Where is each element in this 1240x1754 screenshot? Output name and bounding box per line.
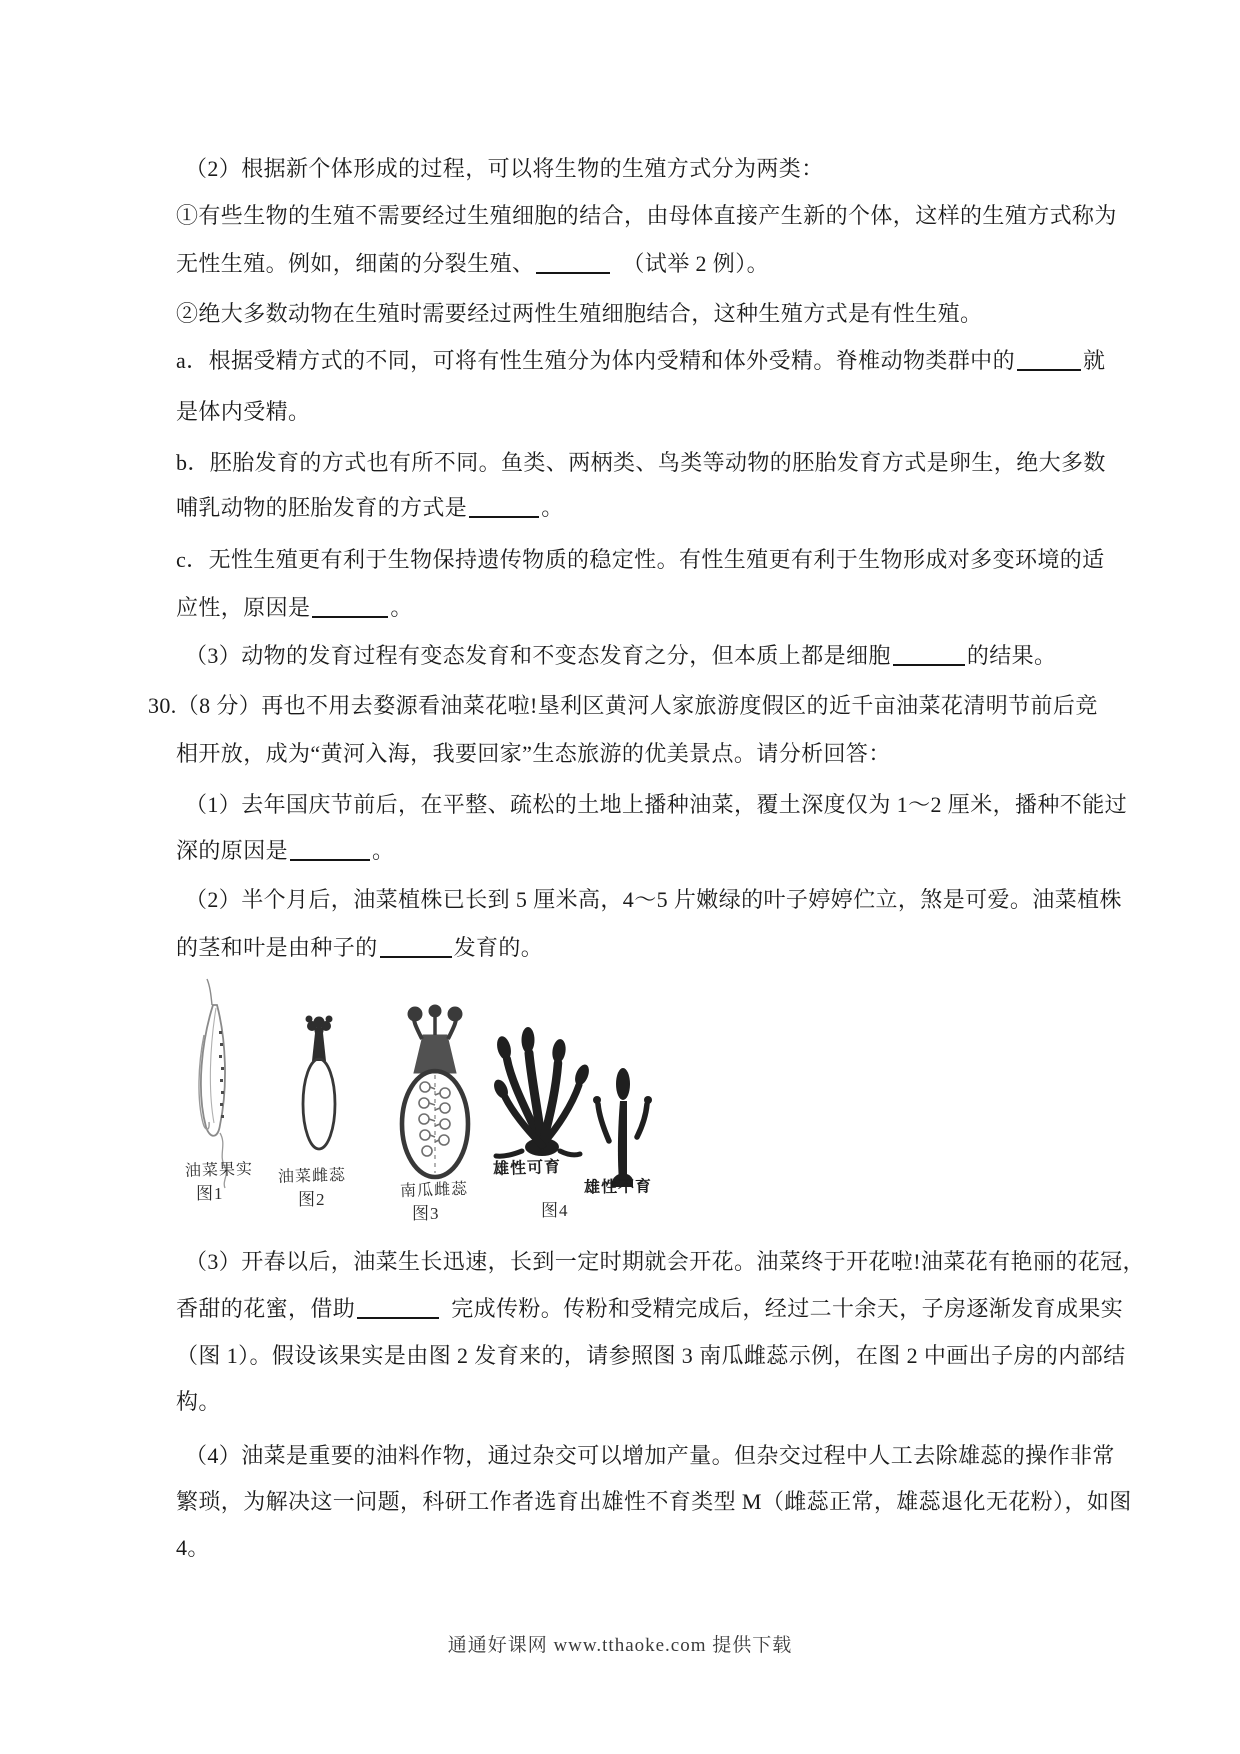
q29-item2: ②绝大多数动物在生殖时需要经过两性生殖细胞结合，这种生殖方式是有性生殖。	[176, 301, 983, 326]
q29-c-line1: c．无性生殖更有利于生物保持遗传物质的稳定性。有性生殖更有利于生物形成对多变环境的适	[176, 547, 1105, 572]
q30-part2-line1: （2）半个月后，油菜植株已长到 5 厘米高，4～5 片嫩绿的叶子婷婷伫立，煞是可爱。油菜植株	[185, 887, 1122, 912]
q30-part4-line2: 繁琐，为解决这一问题，科研工作者选育出雄性不育类型 M（雌蕊正常，雄蕊退化无花粉），如图	[176, 1489, 1132, 1514]
answer-blank	[357, 1297, 439, 1319]
male-fertile-flower-drawing	[491, 1027, 591, 1156]
q30-part1-line2: 深的原因是 。	[176, 838, 395, 863]
q30-part3-line2: 香甜的花蜜，借助 完成传粉。传粉和受精完成后，经过二十余天，子房逐渐发育成果实	[176, 1296, 1124, 1321]
answer-blank	[1017, 349, 1081, 371]
fig2-caption: 图2	[298, 1190, 326, 1209]
pumpkin-pistil-drawing	[402, 1005, 468, 1177]
answer-blank	[290, 839, 370, 861]
q29-part2-intro: （2）根据新个体形成的过程，可以将生物的生殖方式分为两类：	[185, 156, 824, 181]
fig4-right-label: 雄性不育	[583, 1178, 653, 1197]
site-footer	[0, 1630, 1240, 1657]
answer-blank	[312, 596, 388, 618]
fig3-label: 南瓜雌蕊	[399, 1180, 469, 1201]
q30-stem-line2: 相开放，成为“黄河入海，我要回家”生态旅游的优美景点。请分析回答：	[176, 741, 891, 766]
answer-blank	[893, 644, 965, 666]
footer-text: 通通好课网 www.tthaoke.com 提供下载	[447, 1635, 793, 1656]
q30-part3-line1: （3）开春以后，油菜生长迅速，长到一定时期就会开花。油菜终于开花啦!油菜花有艳丽的花冠，	[185, 1249, 1145, 1274]
q30-part1-line1: （1）去年国庆节前后，在平整、疏松的土地上播种油菜，覆土深度仅为 1～2 厘米，播种不能过	[185, 792, 1128, 817]
q30-part4-line1: （4）油菜是重要的油料作物，通过杂交可以增加产量。但杂交过程中人工去除雄蕊的操作非常	[185, 1443, 1115, 1468]
q29-c-line2: 应性，原因是 。	[176, 595, 413, 620]
q29-b-line1: b．胚胎发育的方式也有所不同。鱼类、两柄类、鸟类等动物的胚胎发育方式是卵生，绝大多数	[176, 450, 1106, 475]
fig1-label: 油菜果实	[184, 1161, 254, 1180]
figure-rapeseed-diagrams	[160, 975, 700, 1240]
fig3-caption: 图3	[412, 1204, 440, 1223]
q29-item1-line1: ①有些生物的生殖不需要经过生殖细胞的结合，由母体直接产生新的个体，这样的生殖方式称为	[176, 203, 1117, 228]
fig4-caption: 图4	[541, 1201, 569, 1220]
q30-part3-line3: （图 1）。假设该果实是由图 2 发育来的，请参照图 3 南瓜雌蕊示例，在图 2 中画出子房的内部结	[176, 1343, 1126, 1368]
q30-part4-line3: 4。	[176, 1535, 210, 1560]
q29-a-line1: a．根据受精方式的不同，可将有性生殖分为体内受精和体外受精。脊椎动物类群中的 就	[176, 348, 1106, 373]
q30-part2-line2: 的茎和叶是由种子的 发育的。	[176, 935, 544, 960]
male-sterile-flower-drawing	[593, 1068, 652, 1187]
q30-part3-line4: 构。	[176, 1389, 221, 1414]
q29-b-line2: 哺乳动物的胚胎发育的方式是 。	[176, 495, 564, 520]
fig4-left-label: 雄性可育	[492, 1158, 562, 1179]
q29-a-line2: 是体内受精。	[176, 399, 311, 424]
rapeseed-pistil-drawing	[303, 1016, 335, 1150]
q30-stem-line1: 30.（8 分）再也不用去婺源看油菜花啦!垦利区黄河人家旅游度假区的近千亩油菜花清明节前后竞	[148, 693, 1098, 718]
q29-part3: （3）动物的发育过程有变态发育和不变态发育之分，但本质上都是细胞 的结果。	[185, 643, 1057, 668]
answer-blank	[536, 252, 610, 274]
fig1-caption: 图1	[196, 1184, 224, 1203]
fig2-label: 油菜雌蕊	[277, 1167, 347, 1186]
answer-blank	[469, 496, 539, 518]
answer-blank	[380, 936, 452, 958]
q29-item1-line2: 无性生殖。例如，细菌的分裂生殖、 （试举 2 例）。	[176, 251, 770, 276]
